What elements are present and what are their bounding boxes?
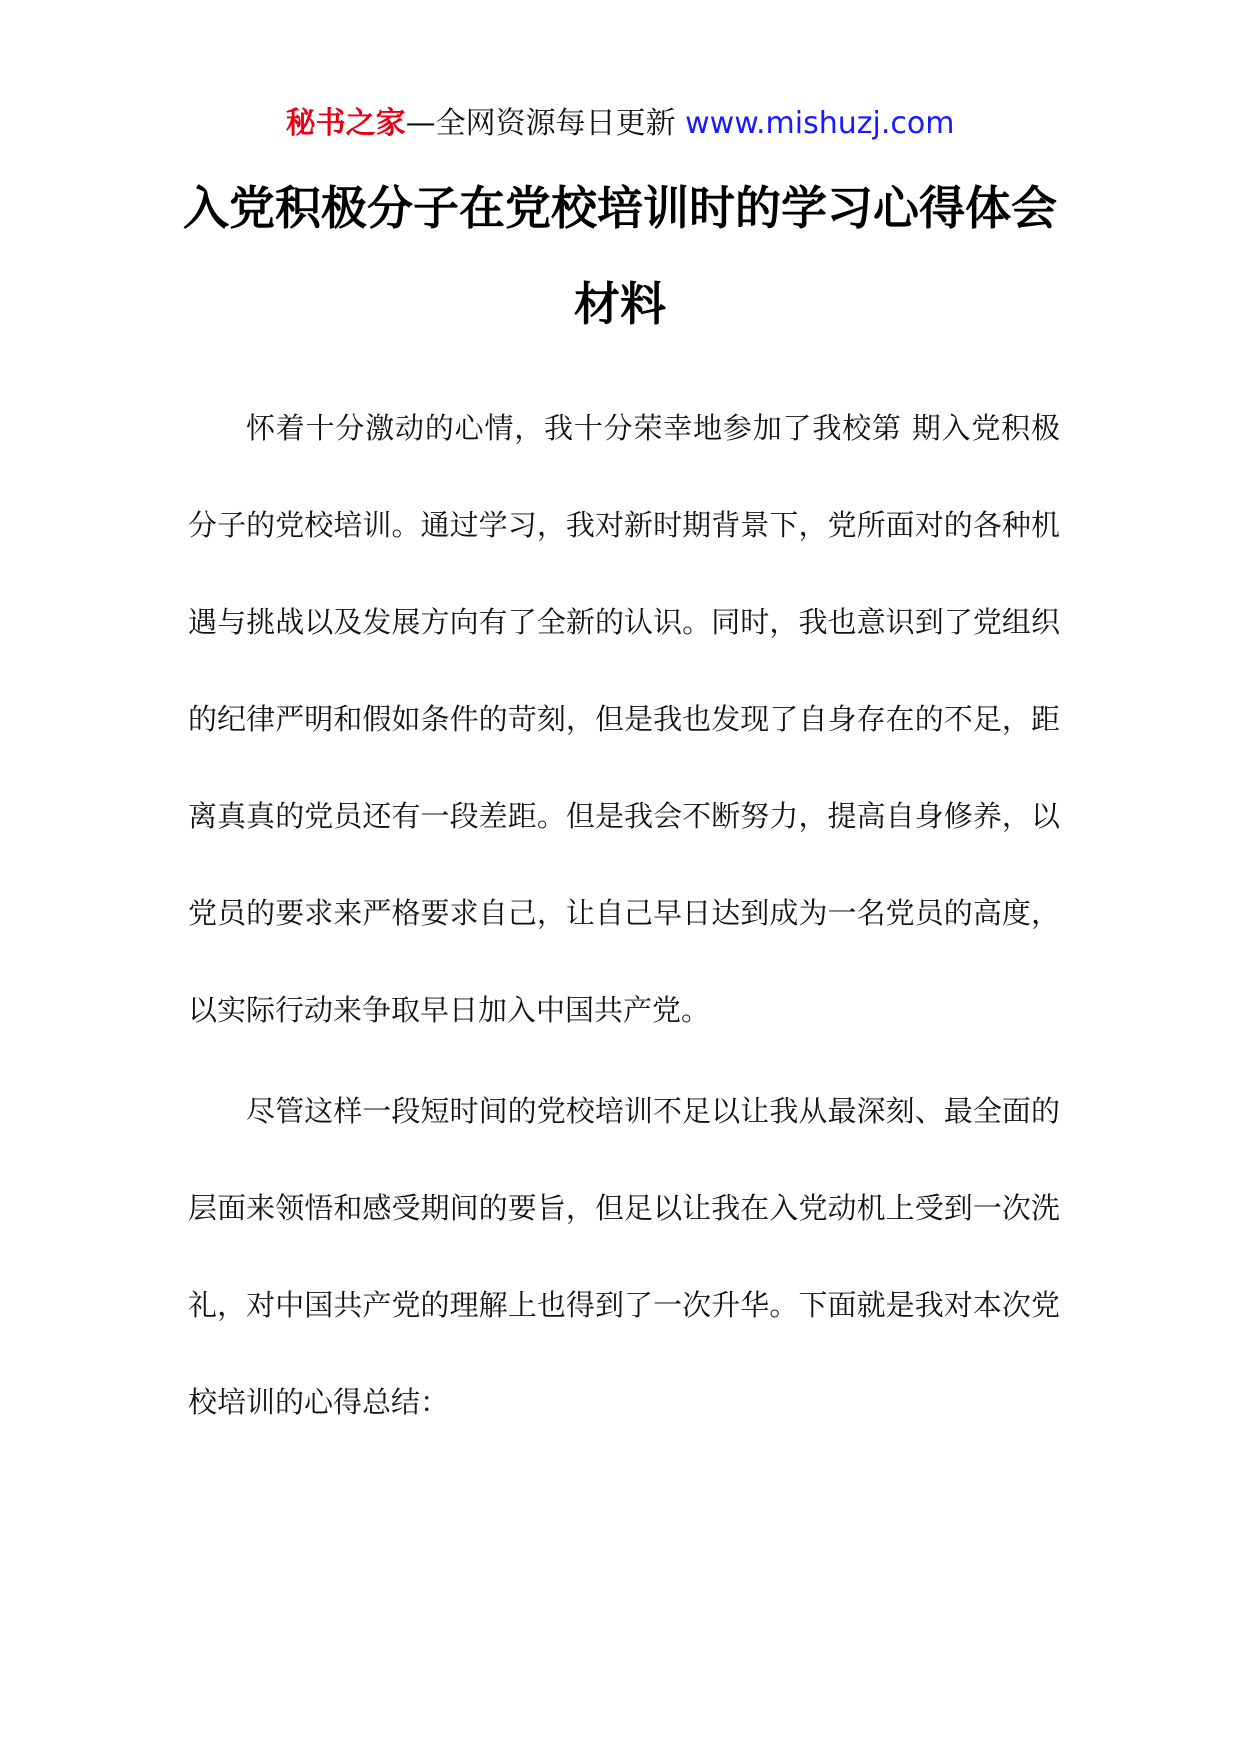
- body-paragraph-1-container: [188, 380, 1060, 1059]
- body-paragraph: 怀着十分激动的心情，我十分荣幸地参加了我校第 期入党积极分子的党校培训。通过学习，我对新时期背景下，党所面对的各种机遇与挑战以及发展方向有了全新的认识。同时，我也意识到了党组织的纪律严明和假如条件的苛刻，但是我也发现了自身存在的不足，距离真真的党员还有一段差距。但是我会不断努力，提高自身修养，以党员的要求来严格要求自己，让自己早日达到成为一名党员的高度，以实际行动来争取早日加入中国共产党。: [188, 411, 1060, 1027]
- brand-name: 秘书之家: [285, 106, 406, 141]
- header-tagline: —全网资源每日更新: [405, 106, 686, 141]
- body-paragraph-2-container: [188, 1063, 1060, 1451]
- document-title: 入党积极分子在党校培训时的学习心得体会材料: [183, 181, 1057, 331]
- site-url-link[interactable]: www.mishuzj.com: [685, 106, 955, 141]
- body-paragraph: 尽管这样一段短时间的党校培训不足以让我从最深刻、最全面的层面来领悟和感受期间的要旨，但足以让我在入党动机上受到一次洗礼，对中国共产党的理解上也得到了一次升华。下面就是我对本次党校培训的心得总结：: [188, 1094, 1060, 1419]
- site-header: [0, 104, 1240, 144]
